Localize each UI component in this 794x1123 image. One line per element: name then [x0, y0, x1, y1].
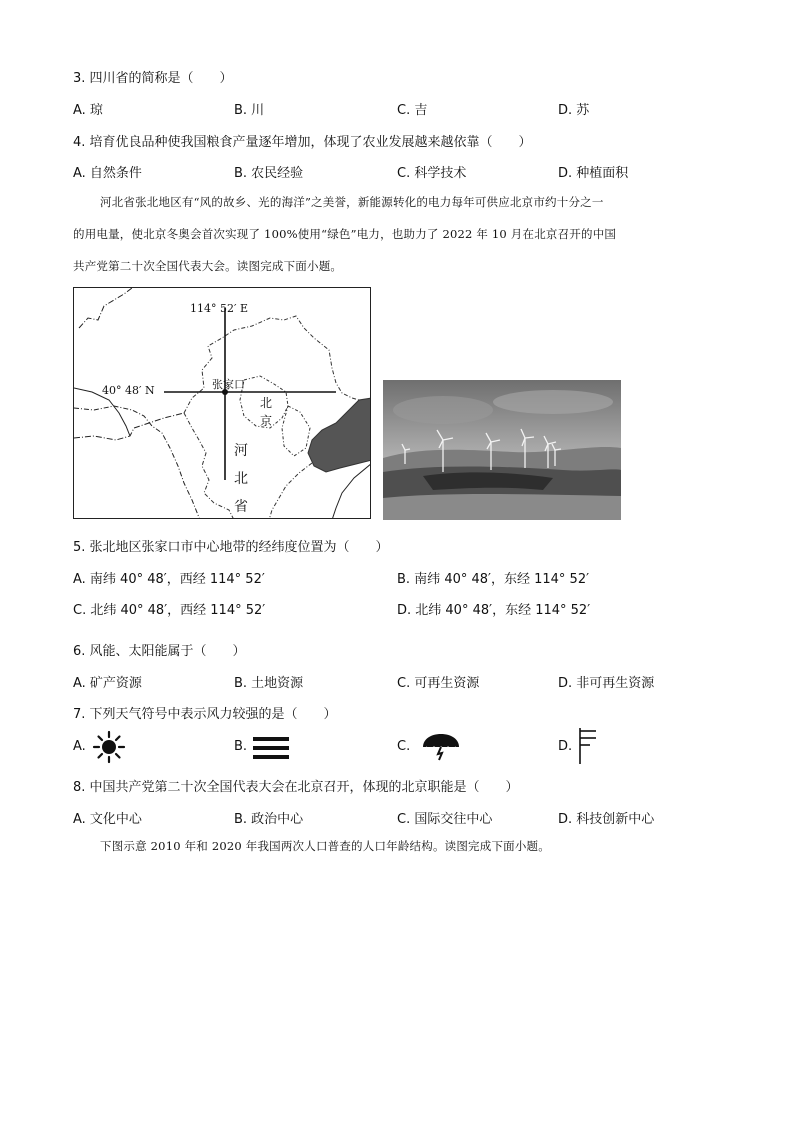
question-8-stem: 8. 中国共产党第二十次全国代表大会在北京召开，体现的北京职能是（ ）	[73, 780, 519, 795]
q6-option-a[interactable]: A. 矿产资源	[73, 676, 142, 691]
q7-option-a[interactable]: A.	[73, 739, 86, 754]
wind-farm-drawing	[383, 380, 621, 520]
q4-option-d[interactable]: D. 种植面积	[558, 166, 629, 181]
sunny-icon[interactable]	[92, 730, 126, 764]
coastline	[332, 463, 371, 519]
q3-option-d[interactable]: D. 苏	[558, 103, 590, 118]
beijing-label-1: 北	[260, 396, 273, 410]
q8-option-d[interactable]: D. 科技创新中心	[558, 812, 655, 827]
city-label: 张家口	[212, 378, 245, 391]
question-6-stem: 6. 风能、太阳能属于（ ）	[73, 644, 246, 659]
passage-1-line-2: 的用电量，使北京冬奥会首次实现了 100%使用“绿色”电力，也助力了 2022 年 10 月在北京召开的中国	[73, 227, 617, 241]
latitude-label: 40° 48′ N	[102, 384, 155, 397]
thunderstorm-icon[interactable]	[420, 731, 462, 761]
question-3-stem: 3. 四川省的简称是（ ）	[73, 71, 233, 86]
hebei-boundary-south	[269, 463, 312, 519]
passage-2: 下图示意 2010 年和 2020 年我国两次人口普查的人口年龄结构。读图完成下面小题。	[100, 839, 550, 853]
q4-option-a[interactable]: A. 自然条件	[73, 166, 142, 181]
tianjin-boundary	[282, 406, 310, 456]
q7-option-b[interactable]: B.	[234, 739, 248, 754]
q6-option-d[interactable]: D. 非可再生资源	[558, 676, 655, 691]
hebei-label-1: 河	[234, 443, 248, 459]
q3-option-b[interactable]: B. 川	[234, 103, 265, 118]
q7-option-c[interactable]: C.	[397, 739, 411, 754]
q3-option-a[interactable]: A. 琼	[73, 103, 103, 118]
hebei-label-3: 省	[234, 499, 248, 515]
q5-option-c[interactable]: C. 北纬 40° 48′，西经 114° 52′	[73, 603, 266, 618]
question-7-stem: 7. 下列天气符号中表示风力较强的是（ ）	[73, 707, 337, 722]
q6-option-b[interactable]: B. 土地资源	[234, 676, 304, 691]
sea-area	[308, 398, 371, 472]
question-4-stem: 4. 培育优良品种使我国粮食产量逐年增加，体现了农业发展越来越依靠（ ）	[73, 135, 532, 150]
map-drawing	[74, 288, 371, 519]
q4-option-c[interactable]: C. 科学技术	[397, 166, 467, 181]
passage-1-line-1: 河北省张北地区有“风的故乡、光的海洋”之美誉，新能源转化的电力每年可供应北京市约十分之一	[100, 195, 604, 209]
wind-flag-icon[interactable]	[576, 726, 600, 766]
hebei-label-2: 北	[234, 471, 248, 487]
q3-option-c[interactable]: C. 吉	[397, 103, 428, 118]
beijing-label-2: 京	[260, 414, 273, 428]
q8-option-c[interactable]: C. 国际交往中心	[397, 812, 493, 827]
hebei-boundary-west	[184, 413, 234, 519]
boundary-sw	[74, 406, 200, 519]
q8-option-b[interactable]: B. 政治中心	[234, 812, 304, 827]
q6-option-c[interactable]: C. 可再生资源	[397, 676, 480, 691]
boundary-w	[74, 413, 184, 440]
longitude-label: 114° 52′ E	[190, 302, 249, 315]
q5-option-d[interactable]: D. 北纬 40° 48′，东经 114° 52′	[397, 603, 591, 618]
q5-option-b[interactable]: B. 南纬 40° 48′，东经 114° 52′	[397, 572, 590, 587]
passage-1-line-3: 共产党第二十次全国代表大会。读图完成下面小题。	[73, 259, 343, 273]
wind-farm-photo	[383, 380, 621, 520]
q5-option-a[interactable]: A. 南纬 40° 48′，西经 114° 52′	[73, 572, 265, 587]
q7-option-d[interactable]: D.	[558, 739, 573, 754]
fog-icon[interactable]	[253, 736, 289, 760]
q8-option-a[interactable]: A. 文化中心	[73, 812, 142, 827]
boundary-nw	[79, 288, 132, 328]
q4-option-b[interactable]: B. 农民经验	[234, 166, 304, 181]
zhangjiakou-location-map	[73, 287, 371, 519]
question-5-stem: 5. 张北地区张家口市中心地带的经纬度位置为（ ）	[73, 540, 389, 555]
